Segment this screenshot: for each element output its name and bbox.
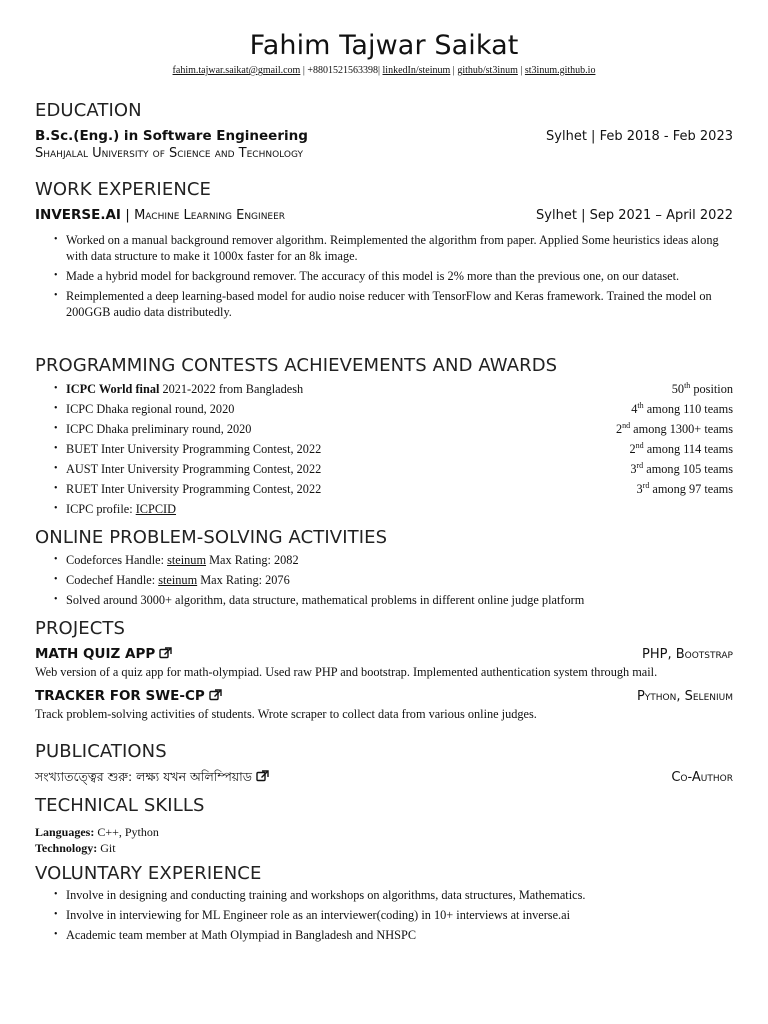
contest-text: ICPC Dhaka preliminary round, 2020 (66, 422, 252, 436)
separator: | (517, 65, 525, 76)
rank-suffix: th (684, 380, 691, 390)
bullet-icon: • (54, 443, 58, 454)
candidate-name: Fahim Tajwar Saikat (249, 30, 519, 61)
bullet-icon: • (54, 290, 58, 301)
contest-rank (672, 379, 733, 399)
contest-rank (631, 399, 733, 419)
section-title-contests: PROGRAMMING CONTESTS ACHIEVEMENTS AND AWARDS (35, 355, 558, 376)
resume-page (35, 0, 733, 942)
contest-rank (616, 419, 733, 439)
languages-label: Languages: (35, 825, 95, 839)
icpc-profile-link[interactable]: ICPCID (135, 502, 177, 516)
education-location-date: Sylhet | Feb 2018 - Feb 2023 (546, 129, 733, 144)
contest-item (35, 439, 733, 459)
work-bullet (35, 232, 733, 264)
rank-suffix: th (637, 400, 644, 410)
bullet-text: Worked on a manual background remover algorithm. Reimplemented the algorithm from paper. Applied Some heuristics ideas along with data structure to make it 1000x faster for an 8k image. (66, 233, 719, 263)
technology-label: Technology: (35, 841, 98, 855)
rank-text: among 110 teams (643, 402, 733, 416)
bullet-icon: • (54, 574, 58, 585)
contest-text: AUST Inter University Programming Contest, 2022 (66, 462, 322, 476)
job-role: Machine Learning Engineer (134, 208, 286, 223)
company-name: INVERSE.AI (35, 207, 121, 223)
project-name: MATH QUIZ APP (35, 646, 156, 662)
section-title-projects: PROJECTS (35, 618, 126, 639)
university-name: Shahjalal University of Science and Technology (35, 146, 303, 161)
publication-role: Co-Author (671, 770, 733, 785)
contest-rank (630, 459, 733, 479)
separator: | (450, 65, 458, 76)
bullet-text: Involve in interviewing for ML Engineer role as an interviewer(coding) in 10+ interviews at inverse.ai (66, 908, 570, 922)
contest-item (35, 379, 733, 399)
project-tech: PHP, Bootstrap (642, 647, 733, 662)
profile-label: ICPC profile: (66, 502, 136, 516)
bullet-icon: • (54, 234, 58, 245)
contest-bold: ICPC World final (66, 382, 160, 396)
bullet-icon: • (54, 463, 58, 474)
separator: | (120, 207, 135, 223)
bullet-icon: • (54, 929, 58, 940)
project-tech: Python, Selenium (636, 689, 733, 704)
linkedin-link[interactable]: linkedIn/steinum (382, 65, 451, 76)
bullet-text: Made a hybrid model for background remover. The accuracy of this model is 2% more than the previous one, on our dataset. (66, 269, 680, 283)
solved-text: Solved around 3000+ algorithm, data structure, mathematical problems in different online judge platform (66, 593, 585, 607)
rank-text: among 1300+ teams (630, 422, 733, 436)
contest-text: 2021-2022 from Bangladesh (159, 382, 304, 396)
languages-line (35, 824, 733, 840)
rank-number: 3 (630, 462, 637, 476)
bullet-text: Involve in designing and conducting training and workshops on algorithms, data structures, Mathematics. (66, 888, 586, 902)
contest-item (35, 419, 733, 439)
rank-text: among 114 teams (643, 442, 733, 456)
separator: | (300, 65, 308, 76)
bullet-icon: • (54, 423, 58, 434)
cf-rating: Max Rating: 2082 (206, 553, 299, 567)
education-entry (35, 127, 733, 162)
rank-text: among 97 teams (649, 482, 733, 496)
online-list (35, 550, 733, 610)
cf-label: Codeforces Handle: (66, 553, 168, 567)
rank-suffix: nd (622, 420, 631, 430)
rank-number: 2 (629, 442, 636, 456)
codechef-handle-link[interactable]: steinum (158, 573, 198, 587)
contest-rank (629, 439, 733, 459)
work-location-date: Sylhet | Sep 2021 – April 2022 (536, 208, 733, 223)
codeforces-item (35, 550, 733, 570)
website-link[interactable]: st3inum.github.io (524, 65, 596, 76)
rank-text: position (690, 382, 733, 396)
phone-number: +8801521563398 (307, 65, 378, 76)
bullet-icon: • (54, 909, 58, 920)
rank-suffix: rd (642, 480, 650, 490)
section-title-skills: TECHNICAL SKILLS (35, 795, 205, 816)
codechef-item (35, 570, 733, 590)
contest-list (35, 379, 733, 519)
project-description: Web version of a quiz app for math-olympiad. Used raw PHP and bootstrap. Implemented authentication system through mail. (35, 665, 658, 679)
rank-number: 3 (636, 482, 643, 496)
cc-rating: Max Rating: 2076 (197, 573, 290, 587)
rank-number: 50 (671, 382, 685, 396)
project-entry (35, 645, 733, 680)
voluntary-bullet (35, 905, 733, 925)
contest-item (35, 399, 733, 419)
solved-item (35, 590, 733, 610)
icpc-profile-item (35, 499, 733, 519)
bullet-icon: • (54, 554, 58, 565)
bullet-icon: • (54, 483, 58, 494)
codeforces-handle-link[interactable]: steinum (167, 553, 207, 567)
technology-line (35, 840, 733, 856)
external-link-icon[interactable] (209, 688, 222, 706)
rank-number: 4 (631, 402, 638, 416)
bullet-icon: • (54, 383, 58, 394)
contest-item (35, 479, 733, 499)
external-link-icon[interactable] (159, 646, 172, 664)
contest-text: BUET Inter University Programming Contest, 2022 (66, 442, 322, 456)
separator: | (378, 65, 383, 76)
project-description: Track problem-solving activities of students. Wrote scraper to collect data from various online judges. (35, 707, 537, 721)
rank-number: 2 (615, 422, 623, 436)
skills-block (35, 824, 733, 856)
rank-text: among 105 teams (643, 462, 733, 476)
contest-text: ICPC Dhaka regional round, 2020 (66, 402, 235, 416)
contest-text: RUET Inter University Programming Contest, 2022 (66, 482, 322, 496)
email-link[interactable]: fahim.tajwar.saikat@gmail.com (172, 65, 301, 76)
work-entry (35, 206, 733, 320)
publication-title: সংখ্যাতত্ত্বের শুরু: লক্ষ্য যখন অলিম্পিয়াড (35, 769, 253, 784)
bullet-icon: • (54, 503, 58, 514)
bullet-icon: • (54, 889, 58, 900)
technology-value: Git (97, 841, 116, 855)
contact-line (35, 64, 733, 78)
section-title-online: ONLINE PROBLEM-SOLVING ACTIVITIES (35, 527, 388, 548)
cc-label: Codechef Handle: (66, 573, 159, 587)
section-title-voluntary: VOLUNTARY EXPERIENCE (35, 863, 262, 884)
work-bullet (35, 268, 733, 284)
voluntary-bullet (35, 885, 733, 905)
bullet-text: Reimplemented a deep learning-based model for audio noise reducer with TensorFlow and Keras framework. Trained the model on 200GGB audio data distributedly. (66, 289, 712, 319)
section-title-education: EDUCATION (35, 100, 142, 121)
external-link-icon[interactable] (256, 769, 269, 787)
bullet-text: Academic team member at Math Olympiad in Bangladesh and NHSPC (66, 928, 417, 942)
section-title-publications: PUBLICATIONS (35, 741, 167, 762)
rank-suffix: rd (636, 460, 644, 470)
voluntary-bullet (35, 925, 733, 945)
publication-entry (35, 768, 733, 787)
contest-rank (637, 479, 734, 499)
bullet-icon: • (54, 270, 58, 281)
bullet-icon: • (54, 403, 58, 414)
section-title-work: WORK EXPERIENCE (35, 179, 212, 200)
project-entry (35, 687, 733, 722)
project-name: TRACKER FOR SWE-CP (35, 688, 205, 704)
contest-item (35, 459, 733, 479)
work-bullet (35, 288, 733, 320)
voluntary-list (35, 885, 733, 945)
languages-value: C++, Python (94, 825, 159, 839)
degree: B.Sc.(Eng.) in Software Engineering (35, 128, 308, 144)
github-link[interactable]: github/st3inum (457, 65, 518, 76)
bullet-icon: • (54, 594, 58, 605)
rank-suffix: nd (635, 440, 644, 450)
